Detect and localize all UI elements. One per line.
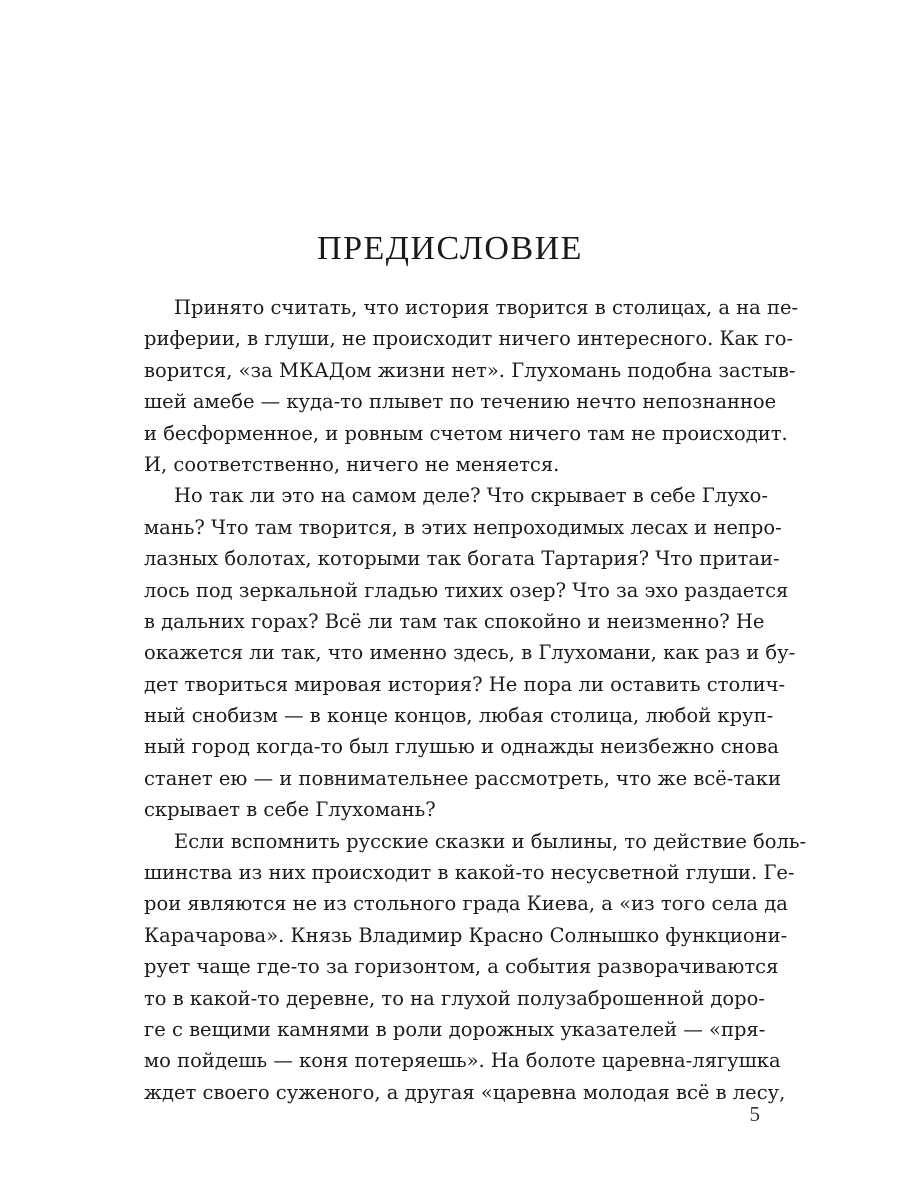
text-line: рои являются не из стольного града Киева, а «из того села да xyxy=(144,892,788,916)
paragraph xyxy=(144,826,807,1109)
body-text xyxy=(144,292,807,1108)
text-line: лазных болотах, которыми так богата Тартария? Что притаи- xyxy=(144,547,780,571)
paragraph xyxy=(144,292,799,480)
text-line: в дальних горах? Всё ли там так спокойно и неизменно? Не xyxy=(144,609,765,633)
text-line: мань? Что там творится, в этих непроходимых лесах и непро- xyxy=(144,515,782,539)
text-line: ный город когда-то был глушью и однажды неизбежно снова xyxy=(144,735,779,759)
text-line: и бесформенное, и ровным счетом ничего там не происходит. xyxy=(144,421,788,445)
text-line: ждет своего суженого, а другая «царевна молодая всё в лесу, xyxy=(144,1080,786,1104)
text-line: Но так ли это на самом деле? Что скрывает в себе Глухо- xyxy=(174,484,768,508)
text-line: то в какой-то деревне, то на глухой полузаброшенной доро- xyxy=(144,986,765,1010)
text-line: ге с вещими камнями в роли дорожных указателей — «пря- xyxy=(144,1017,766,1041)
text-line: И, соответственно, ничего не меняется. xyxy=(144,452,560,476)
text-line: Если вспомнить русские сказки и былины, то действие боль- xyxy=(174,829,807,853)
text-line: ный снобизм — в конце концов, любая столица, любой круп- xyxy=(144,704,774,728)
text-line: Принято считать, что история творится в столицах, а на пе- xyxy=(174,296,799,319)
text-line: риферии, в глуши, не происходит ничего интересного. Как го- xyxy=(144,327,794,351)
text-line: дет твориться мировая история? Не пора ли оставить столич- xyxy=(144,672,786,696)
text-line: рует чаще где-то за горизонтом, а события разворачиваются xyxy=(144,955,779,979)
text-line: шей амебе — куда-то плывет по течению нечто непознанное xyxy=(144,390,777,414)
text-line: Карачарова». Князь Владимир Красно Солнышко функциони- xyxy=(144,923,788,947)
text-line: ворится, «за МКАДом жизни нет». Глухомань подобна застыв- xyxy=(144,358,796,382)
page-title: ПРЕДИСЛОВИЕ xyxy=(317,230,583,267)
text-line: скрывает в себе Глухомань? xyxy=(144,798,436,822)
text-line: мо пойдешь — коня потеряешь». На болоте царевна-лягушка xyxy=(144,1049,781,1073)
paragraph xyxy=(144,480,796,825)
text-line: окажется ли так, что именно здесь, в Глухомани, как раз и бу- xyxy=(144,641,796,665)
text-line: станет ею — и повнимательнее рассмотреть, что же всё-таки xyxy=(144,766,781,790)
text-line: лось под зеркальной гладью тихих озер? Что за эхо раздается xyxy=(144,578,789,602)
page-number: 5 xyxy=(749,1102,760,1126)
text-line: шинства из них происходит в какой-то несусветной глуши. Ге- xyxy=(144,861,795,885)
